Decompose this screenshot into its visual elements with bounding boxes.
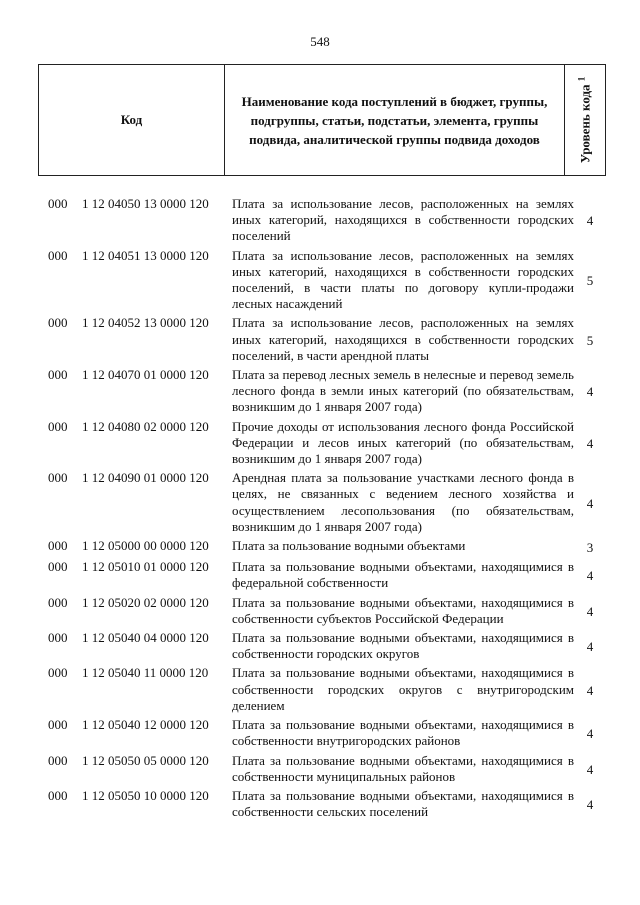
table-row [38,367,606,416]
row-level: 4 [586,761,594,777]
row-level: 5 [586,332,594,348]
table-row [38,717,606,749]
row-name: Плата за пользование водными объектами, находящимися в собственности городских округов с внутригородским делением [232,665,574,713]
row-name: Плата за пользование водными объектами [232,538,466,554]
table-row [38,595,606,627]
row-code: 1 12 04070 01 0000 120 [82,367,209,383]
table-row [38,196,606,245]
row-code: 1 12 04090 01 0000 120 [82,470,209,486]
table-row [38,419,606,468]
row-name: Плата за пользование водными объектами, находящимися в собственности сельских поселений [232,787,574,820]
row-admin-code: 000 [48,665,68,681]
row-level: 4 [586,568,594,584]
row-code: 1 12 05000 00 0000 120 [82,538,209,554]
row-code: 1 12 04051 13 0000 120 [82,247,209,263]
header-level-footnote: 1 [576,76,587,82]
row-level: 4 [586,726,594,742]
row-name: Плата за пользование водными объектами, находящимися в собственности субъектов Российской Федерации [232,594,574,626]
header-level-text: Уровень кода [577,84,593,164]
table-row [38,470,606,535]
row-code: 1 12 05040 12 0000 120 [82,717,209,733]
row-name: Плата за перевод лесных земель в нелесные и перевод земель лесного фонда в земли иных категорий (по обязательствам, возникшим до 1 января 2007 года) [232,367,574,415]
table-body [38,196,606,823]
row-level: 4 [586,384,594,400]
header-code: Код [39,65,225,175]
row-admin-code: 000 [48,787,68,803]
row-admin-code: 000 [48,196,68,211]
row-admin-code: 000 [48,418,68,434]
row-admin-code: 000 [48,367,68,383]
row-name: Плата за использование лесов, расположенных на землях иных категорий, находящихся в собственности городских поселений, в части арендной платы [232,315,574,363]
row-code: 1 12 05040 04 0000 120 [82,630,209,646]
row-level: 4 [586,495,594,511]
row-admin-code: 000 [48,538,68,554]
row-name: Плата за пользование водными объектами, находящимися в собственности городских округов [232,630,574,662]
row-code: 1 12 05010 01 0000 120 [82,559,209,575]
row-admin-code: 000 [48,630,68,646]
row-admin-code: 000 [48,752,68,768]
row-name: Плата за использование лесов, расположенных на землях иных категорий, находящихся в собственности городских поселений [232,196,574,244]
row-name: Арендная плата за пользование участками лесного фонда в целях, не связанных с ведением лесного хозяйства и осуществлением лесопользования (по обязательствам, возникшим до 1 января 2007 года) [232,470,574,534]
table-row [38,753,606,785]
row-level: 5 [586,272,594,288]
row-code: 1 12 04050 13 0000 120 [82,196,209,211]
table-row [38,665,606,714]
row-code: 1 12 05050 10 0000 120 [82,787,209,803]
header-level-label [576,77,593,164]
row-name: Плата за пользование водными объектами, находящимися в собственности муниципальных районов [232,752,574,784]
row-code: 1 12 05020 02 0000 120 [82,594,209,610]
row-level: 4 [586,682,594,698]
table-row [38,788,606,820]
row-level: 4 [586,213,594,229]
table-row [38,559,606,591]
table-row [38,315,606,364]
row-admin-code: 000 [48,247,68,263]
table-row [38,630,606,662]
row-level: 4 [586,797,594,812]
row-name: Плата за пользование водными объектами, находящимися в собственности внутригородских районов [232,717,574,749]
table-row [38,538,606,556]
row-level: 3 [586,540,594,556]
row-level: 4 [586,639,594,655]
row-admin-code: 000 [48,315,68,331]
header-name: Наименование кода поступлений в бюджет, группы, подгруппы, статьи, подстатьи, элемента, группы подвида, аналитической группы подвида доходов [225,65,565,175]
row-code: 1 12 04052 13 0000 120 [82,315,209,331]
page-number: 548 [310,34,330,49]
row-admin-code: 000 [48,559,68,575]
row-name: Прочие доходы от использования лесного фонда Российской Федерации и лесов иных категорий (по обязательствам, возникшим до 1 января 2007 года) [232,418,574,467]
row-admin-code: 000 [48,470,68,486]
row-admin-code: 000 [48,594,68,610]
row-code: 1 12 05040 11 0000 120 [82,665,209,681]
row-name: Плата за использование лесов, расположенных на землях иных категорий, находящихся в собственности городских поселений, в части платы по договору купли-продажи лесных насаждений [232,247,574,312]
table-row [38,248,606,313]
row-admin-code: 000 [48,717,68,733]
table-header [38,64,606,176]
row-name: Плата за пользование водными объектами, находящимися в федеральной собственности [232,559,574,591]
header-level [565,65,605,175]
row-code: 1 12 04080 02 0000 120 [82,418,209,434]
row-level: 4 [586,603,594,619]
row-code: 1 12 05050 05 0000 120 [82,752,209,768]
row-level: 4 [586,435,594,451]
